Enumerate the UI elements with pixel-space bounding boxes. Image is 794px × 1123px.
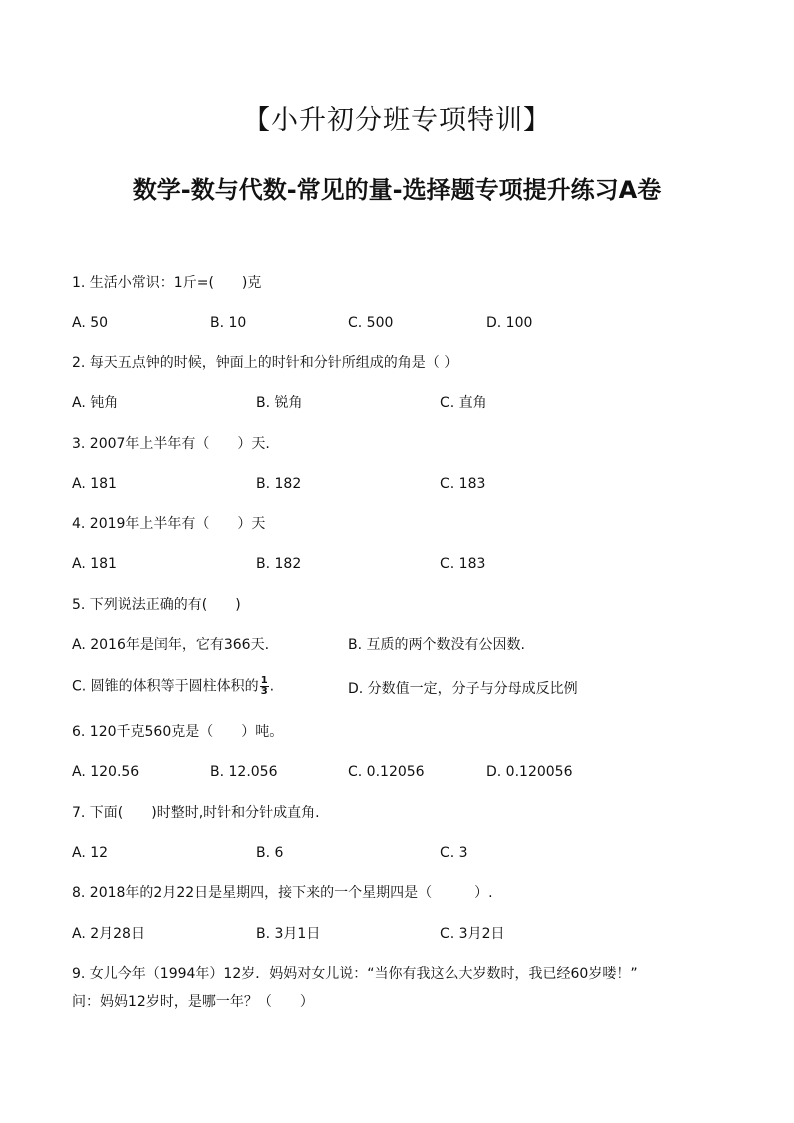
question-8-stem: 8. 2018年的2月22日是星期四，接下来的一个星期四是（ ）. [72,885,493,901]
question-5-option-c[interactable] [72,676,274,697]
question-3-option-a[interactable]: A. 181 [72,476,117,492]
question-5-option-b[interactable]: B. 互质的两个数没有公因数. [348,637,525,653]
question-9-stem: 9. 女儿今年（1994年）12岁．妈妈对女儿说：“当你有我这么大岁数时，我已经60岁喽！” [72,966,638,982]
fraction-trailing-period: . [269,678,275,695]
document-title: 【小升初分班专项特训】 [243,105,551,136]
question-1-option-a[interactable]: A. 50 [72,315,109,331]
question-1-option-d[interactable]: D. 100 [486,315,533,331]
question-6-option-d[interactable]: D. 0.120056 [486,764,573,780]
question-1-option-b[interactable]: B. 10 [210,315,247,331]
question-3-option-b[interactable]: B. 182 [256,476,302,492]
fraction-numerator: 1 [260,675,268,686]
question-2-option-b[interactable]: B. 锐角 [256,395,303,411]
question-5-option-c-text: C. 圆锥的体积等于圆柱体积的 [72,678,259,695]
one-third-fraction [260,676,269,697]
question-4-stem: 4. 2019年上半年有（ ）天 [72,516,266,532]
question-7-stem: 7. 下面( )时整时,时针和分针成直角. [72,805,320,821]
question-5-option-d[interactable]: D. 分数值一定，分子与分母成反比例 [348,681,578,697]
document-subtitle: 数学-数与代数-常见的量-选择题专项提升练习A卷 [132,176,662,204]
question-1-option-c[interactable]: C. 500 [348,315,394,331]
question-7-option-c[interactable]: C. 3 [440,845,468,861]
question-1-stem: 1. 生活小常识：1斤=( )克 [72,275,262,291]
question-6-option-c[interactable]: C. 0.12056 [348,764,425,780]
question-7-option-b[interactable]: B. 6 [256,845,284,861]
question-4-option-b[interactable]: B. 182 [256,556,302,572]
question-2-stem: 2. 每天五点钟的时候，钟面上的时针和分针所组成的角是（ ） [72,355,459,371]
question-3-option-c[interactable]: C. 183 [440,476,486,492]
question-4-option-c[interactable]: C. 183 [440,556,486,572]
question-9-stem-line2: 问：妈妈12岁时，是哪一年？（ ） [72,994,314,1010]
question-6-stem: 6. 120千克560克是（ ）吨。 [72,724,284,740]
question-4-option-a[interactable]: A. 181 [72,556,117,572]
question-6-option-b[interactable]: B. 12.056 [210,764,278,780]
fraction-denominator: 3 [260,686,268,697]
question-2-option-a[interactable]: A. 钝角 [72,395,119,411]
question-2-option-c[interactable]: C. 直角 [440,395,487,411]
question-6-option-a[interactable]: A. 120.56 [72,764,140,780]
question-5-stem: 5. 下列说法正确的有( ) [72,597,241,613]
question-8-option-c[interactable]: C. 3月2日 [440,926,505,942]
question-8-option-a[interactable]: A. 2月28日 [72,926,145,942]
question-8-option-b[interactable]: B. 3月1日 [256,926,321,942]
question-3-stem: 3. 2007年上半年有（ ）天. [72,436,270,452]
question-7-option-a[interactable]: A. 12 [72,845,109,861]
question-5-option-a[interactable]: A. 2016年是闰年，它有366天. [72,637,270,653]
